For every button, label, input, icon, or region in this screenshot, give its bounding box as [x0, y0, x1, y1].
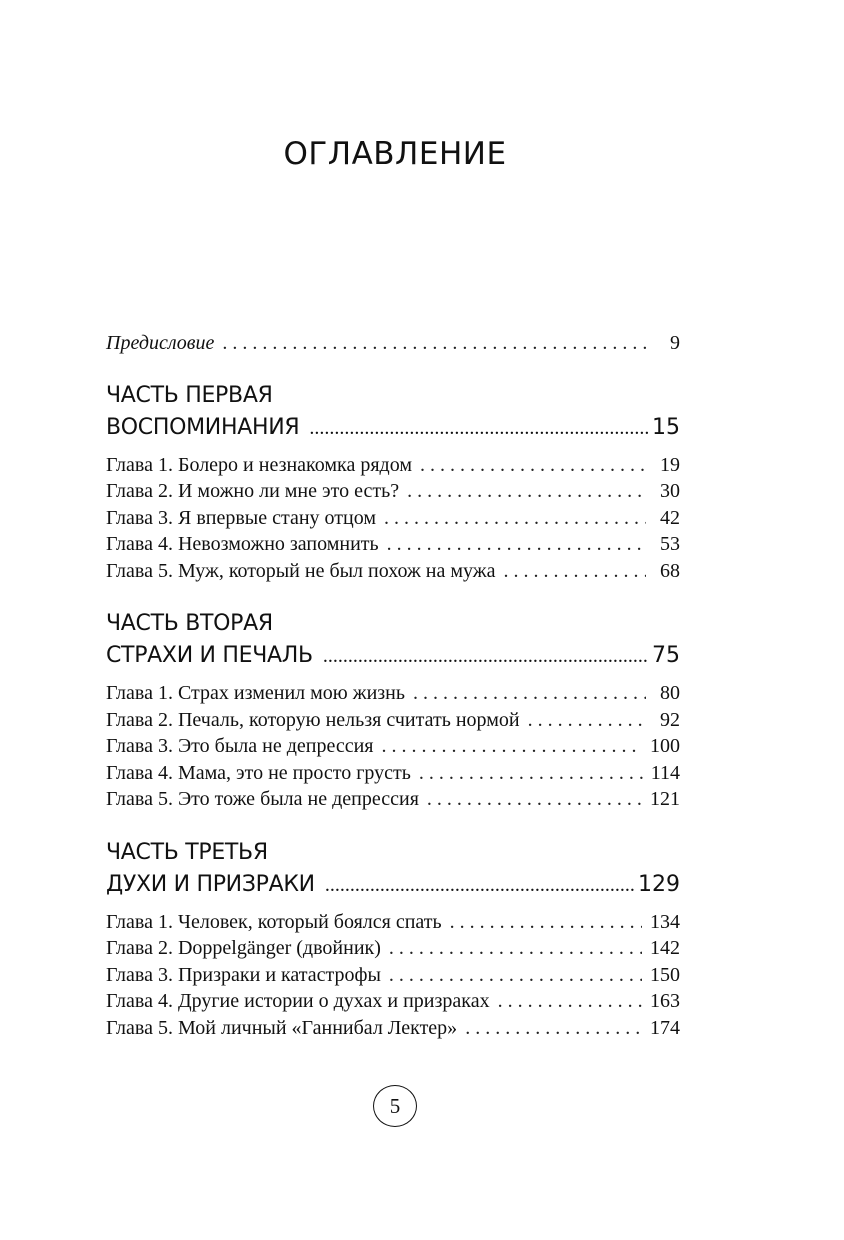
dot-leader — [323, 640, 648, 672]
chapter-label: Глава 5. Мой личный «Ганнибал Лектер» — [106, 1016, 458, 1039]
part-label: ЧАСТЬ ТРЕТЬЯ — [106, 839, 268, 865]
dot-leader — [309, 412, 648, 444]
chapter-label: Глава 4. Невозможно запомнить — [106, 533, 379, 555]
toc-chapter — [106, 760, 680, 787]
chapter-page: 163 — [650, 990, 680, 1012]
dot-leader — [419, 760, 643, 787]
dot-leader — [528, 707, 646, 734]
toc-chapter — [106, 707, 680, 734]
dot-leader — [389, 962, 642, 989]
toc-chapter — [106, 786, 680, 813]
dot-leader — [465, 1015, 642, 1042]
part-page: 15 — [652, 414, 680, 440]
toc-entry-page: 9 — [670, 332, 680, 354]
dot-leader — [413, 680, 646, 707]
toc-chapter — [106, 962, 680, 989]
dot-leader — [382, 733, 643, 760]
toc-chapter — [106, 988, 680, 1015]
toc-chapter — [106, 733, 680, 760]
chapter-label: Глава 5. Муж, который не был похож на мужа — [106, 559, 496, 582]
chapter-label: Глава 1. Страх изменил мою жизнь — [106, 682, 405, 704]
chapter-page: 114 — [650, 761, 680, 784]
part-name: ДУХИ И ПРИЗРАКИ — [106, 871, 315, 897]
dot-leader — [325, 869, 634, 901]
toc-part-3 — [106, 837, 680, 1042]
toc-entry-preface — [106, 330, 680, 357]
part-label: ЧАСТЬ ПЕРВАЯ — [106, 382, 273, 408]
chapter-label: Глава 4. Мама, это не просто грусть — [106, 761, 411, 784]
page-title: ОГЛАВЛЕНИЕ — [283, 136, 507, 172]
part-label: ЧАСТЬ ВТОРАЯ — [106, 611, 273, 636]
dot-leader — [384, 505, 646, 532]
toc-part-1 — [106, 380, 680, 585]
chapter-page: 42 — [660, 506, 680, 529]
part-page: 75 — [652, 643, 680, 668]
toc-chapter — [106, 680, 680, 707]
toc-part-2 — [106, 608, 680, 813]
chapter-label: Глава 2. И можно ли мне это есть? — [106, 480, 400, 502]
dot-leader — [389, 935, 642, 962]
chapter-page: 30 — [660, 480, 680, 502]
chapter-page: 121 — [650, 788, 680, 810]
chapter-label: Глава 2. Печаль, которую нельзя считать нормой — [106, 708, 520, 731]
toc-chapter — [106, 531, 680, 558]
dot-leader — [420, 452, 646, 479]
part-page: 129 — [638, 871, 680, 897]
toc-chapter — [106, 478, 680, 505]
chapter-page: 68 — [660, 559, 680, 582]
chapter-label: Глава 5. Это тоже была не депрессия — [106, 788, 419, 810]
chapter-label: Глава 1. Человек, который боялся спать — [106, 910, 442, 933]
dot-leader — [387, 531, 646, 558]
dot-leader — [407, 478, 646, 505]
chapter-label: Глава 3. Я впервые стану отцом — [106, 506, 376, 529]
toc-chapter — [106, 505, 680, 532]
page-number: 5 — [373, 1085, 417, 1127]
chapter-label: Глава 3. Призраки и катастрофы — [106, 963, 381, 986]
dot-leader — [450, 909, 642, 936]
part-name: ВОСПОМИНАНИЯ — [106, 414, 300, 440]
chapter-page: 53 — [660, 533, 680, 555]
part-heading — [106, 869, 680, 901]
dot-leader — [498, 988, 642, 1015]
toc-entry-label: Предисловие — [106, 332, 215, 354]
chapter-page: 134 — [650, 910, 680, 933]
table-of-contents — [106, 330, 680, 1065]
chapter-page: 80 — [660, 682, 680, 704]
chapter-page: 150 — [650, 963, 680, 986]
chapter-label: Глава 1. Болеро и незнакомка рядом — [106, 453, 412, 476]
toc-chapter — [106, 452, 680, 479]
toc-chapter — [106, 558, 680, 585]
chapter-page: 100 — [650, 735, 680, 757]
toc-chapter — [106, 909, 680, 936]
part-name: СТРАХИ И ПЕЧАЛЬ — [106, 643, 313, 668]
part-heading — [106, 412, 680, 444]
toc-chapter — [106, 1015, 680, 1042]
dot-leader — [503, 558, 646, 585]
chapter-label: Глава 2. Doppelgänger (двойник) — [106, 937, 381, 959]
dot-leader — [222, 330, 646, 357]
chapter-page: 19 — [660, 453, 680, 476]
chapter-label: Глава 3. Это была не депрессия — [106, 735, 374, 757]
dot-leader — [427, 786, 642, 813]
chapter-label: Глава 4. Другие истории о духах и призраках — [106, 990, 490, 1012]
toc-chapter — [106, 935, 680, 962]
chapter-page: 174 — [650, 1016, 680, 1039]
chapter-page: 142 — [650, 937, 680, 959]
chapter-page: 92 — [660, 708, 680, 731]
part-heading — [106, 640, 680, 672]
